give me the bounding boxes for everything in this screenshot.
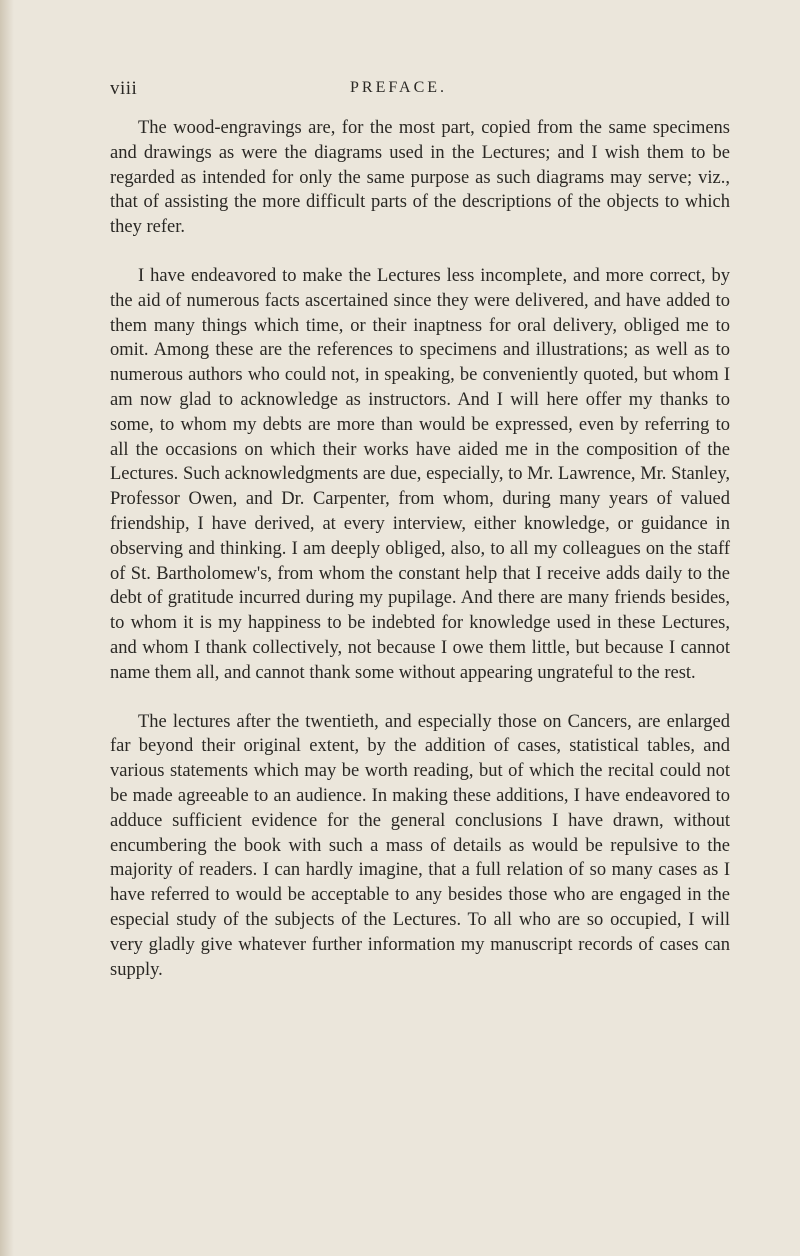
- page-number: viii: [110, 78, 138, 99]
- header-title: PREFACE.: [350, 79, 448, 96]
- body-text: [110, 116, 730, 1006]
- paragraph-wood-engravings: The wood-engravings are, for the most part, copied from the same specimens and drawings as were the diagrams used in the Lectures; and I wish them to be regarded as intended for only the same purpose as such diagrams may serve; viz., that of assisting the more difficult parts of the descriptions of the objects to which they refer.: [110, 118, 730, 238]
- paragraph-acknowledgments: I have endeavored to make the Lectures less incomplete, and more correct, by the aid of numerous facts ascertained since they were delivered, and have added to them many things which time, or their inaptness for oral delivery, obliged me to omit. Among these are the references to specimens and illustrations; as well as to numerous authors who could not, in speaking, be conveniently quoted, but whom I am now glad to acknowledge as instructors. And I will here offer my thanks to some, to whom my debts are more than would be expressed, even by referring to all the occasions on which their works have aided me in the composition of the Lectures. Such acknowledgments are due, especially, to Mr. Lawrence, Mr. Stanley, Professor Owen, and Dr. Carpenter, from whom, during many years of valued friendship, I have derived, at every interview, either knowledge, or guidance in observing and thinking. I am deeply obliged, also, to all my colleagues on the staff of St. Bartholomew's, from whom the constant help that I receive adds daily to the debt of gratitude incurred during my pupilage. And there are many friends besides, to whom it is my happiness to be indebted for knowledge used in these Lectures, and whom I thank collectively, not because I owe them little, but because I cannot name them all, and cannot thank some without appearing ungrateful to the rest.: [110, 265, 730, 683]
- paragraph-later-lectures: The lectures after the twentieth, and especially those on Cancers, are enlarged far beyond their original extent, by the addition of cases, statistical tables, and various statements which may be worth reading, but of which the recital could not be made agreeable to an audience. In making these additions, I have endeavored to adduce sufficient evidence for the general conclusions I have drawn, without encumbering the book with such a mass of details as would be repulsive to the majority of readers. I can hardly imagine, that a full relation of so many cases as I have referred to would be acceptable to any besides those who are engaged in the especial study of the subjects of the Lectures. To all who are so occupied, I will very gladly give whatever further information my manuscript records of cases can supply.: [110, 711, 730, 980]
- running-head: [110, 78, 730, 102]
